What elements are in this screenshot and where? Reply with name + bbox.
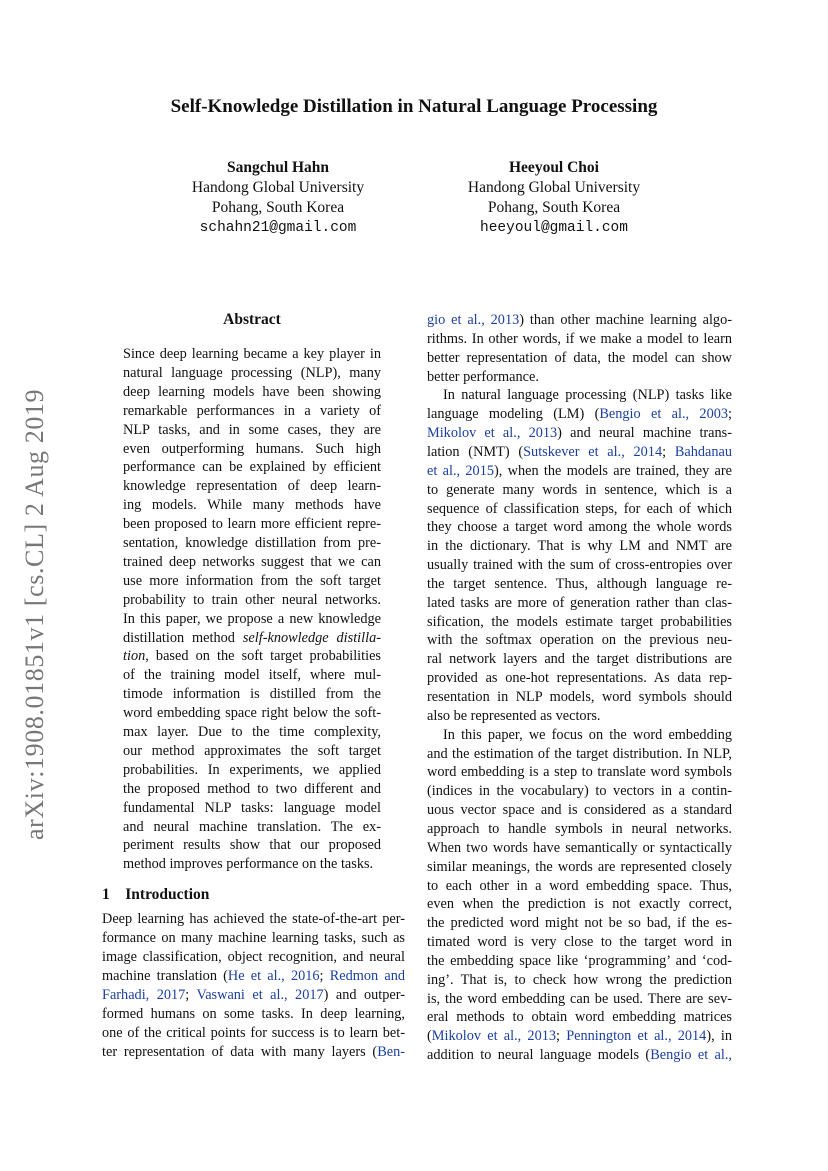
right-column-line: sification, the models estimate target probabilities <box>427 613 732 630</box>
right-column-line: in the dictionary. That is why LM and NMT are <box>427 538 732 555</box>
section-title: Introduction <box>125 886 210 903</box>
paper-title: Self-Knowledge Distillation in Natural Language Processing <box>170 96 658 117</box>
abstract-line: max layer. Due to the time complexity, <box>123 724 381 740</box>
abstract-line: timode information is distilled from the <box>123 686 381 703</box>
author-name: Heeyoul Choi <box>509 159 599 176</box>
abstract-line: Since deep learning became a key player in <box>123 346 381 362</box>
abstract-line: distillation method self-knowledge distilla- <box>123 629 381 646</box>
section-heading-introduction <box>102 886 209 904</box>
abstract-line: use more information from the soft target <box>123 572 381 589</box>
right-column-line: provided as one-hot representations. As data rep- <box>427 670 732 687</box>
right-column-line: lation (NMT) (Sutskever et al., 2014; Bahdanau <box>427 443 732 460</box>
right-column-line: When two words have semantically or syntactically <box>427 839 732 856</box>
intro-line: image classification, object recognition, and neural <box>102 949 405 965</box>
abstract-line: probabilities. In experiments, we applied <box>123 761 381 778</box>
right-column-line: better representation of data, the model can show <box>427 349 732 366</box>
right-column-line: the predicted word might not be so bad, if the es- <box>427 915 732 932</box>
author-block-1 <box>178 158 378 238</box>
author-name: Sangchul Hahn <box>226 159 330 176</box>
abstract-line: periment results show that our proposed <box>123 837 381 854</box>
right-column-line: ral network layers and the target distributions are <box>427 651 732 668</box>
right-column-line: the target sentence. Thus, although language re- <box>427 575 732 592</box>
author-location: Pohang, South Korea <box>211 199 345 216</box>
right-column-line: lated tasks are more of generation rather than clas- <box>427 594 732 611</box>
author-block-2 <box>454 158 654 238</box>
abstract-line: ing models. While many methods have <box>123 497 381 514</box>
abstract-line: In this paper, we propose a new knowledge <box>123 610 381 627</box>
abstract-line: deep learning models have been showing <box>123 383 381 400</box>
right-column-line: and the estimation of the target distribution. In NLP, <box>427 745 732 762</box>
author-affiliation: Handong Global University <box>191 179 365 196</box>
intro-line: Deep learning has achieved the state-of-the-art per- <box>102 911 405 927</box>
abstract-line: been proposed to learn more efficient repre- <box>123 516 381 533</box>
abstract-line: probability to train other neural networks. <box>123 591 381 608</box>
arxiv-stamp[interactable]: arXiv:1908.01851v1 [cs.CL] 2 Aug 2019 <box>20 388 49 840</box>
abstract-line: of the training model itself, where mul- <box>123 667 381 684</box>
right-column-line: rithms. In other words, if we make a model to learn <box>427 330 732 347</box>
right-column-line: similar meanings, the words are represented closely <box>427 858 732 875</box>
right-column-line: better performance. <box>427 368 539 385</box>
abstract-line: our method approximates the soft target <box>123 742 381 759</box>
abstract-line: knowledge representation of deep learn- <box>123 478 381 495</box>
right-column-line: (Mikolov et al., 2013; Pennington et al., 2014), in <box>427 1028 733 1045</box>
right-column-line: to each other in a word embedding space. Thus, <box>427 877 732 894</box>
abstract-line: the proposed method to two different and <box>123 780 381 797</box>
intro-line: one of the critical points for success is to learn bet- <box>102 1025 405 1041</box>
right-column-line: language modeling (LM) (Bengio et al., 2003; <box>427 406 733 423</box>
abstract-line: trained deep networks suggest that we can <box>123 553 381 570</box>
abstract-line: even outperforming humans. Such high <box>123 440 381 457</box>
author-email[interactable]: heeyoul@gmail.com <box>480 220 628 236</box>
intro-line: machine translation (He et al., 2016; Redmon and <box>102 968 405 984</box>
author-email[interactable]: schahn21@gmail.com <box>199 220 357 236</box>
section-number: 1 <box>102 886 110 903</box>
right-column-line: the embedding space like ‘programming’ and ‘cod- <box>427 952 732 969</box>
abstract-line: and neural machine translation. The ex- <box>123 818 381 835</box>
author-affiliation: Handong Global University <box>467 179 641 196</box>
abstract-line: performance can be explained by efficient <box>123 459 381 476</box>
right-column-line: et al., 2015), when the models are trained, they are <box>427 462 733 479</box>
right-column-line: ing’. That is, to check how wrong the prediction <box>427 971 732 988</box>
right-column-line: also be represented as vectors. <box>427 707 601 724</box>
right-column-line: resentation in NLP models, word symbols should <box>427 689 732 705</box>
intro-line: formed humans on some tasks. In deep learning, <box>102 1006 405 1022</box>
abstract-line: word embedding space right below the soft- <box>123 705 381 722</box>
abstract-line: natural language processing (NLP), many <box>123 364 381 381</box>
right-column-line: word embedding is a step to translate word symbols <box>427 764 732 781</box>
right-column-line: is, the word embedding can be used. There are sev- <box>427 990 732 1007</box>
right-column-line: addition to neural language models (Bengio et al., <box>427 1047 732 1064</box>
right-column-line: even when the prediction is not exactly correct, <box>427 896 732 913</box>
right-column-line: Mikolov et al., 2013) and neural machine trans- <box>427 425 732 442</box>
right-column-line: they choose a target word among the whole words <box>427 519 732 536</box>
right-column-line: gio et al., 2013) than other machine learning algo- <box>427 312 732 328</box>
abstract-line: remarkable performances in a variety of <box>123 402 381 419</box>
right-column-line: usually trained with the sum of cross-entropies over <box>427 557 732 574</box>
abstract-line: method improves performance on the tasks. <box>123 856 374 873</box>
right-column-line: with the softmax operation on the previous neu- <box>427 632 732 649</box>
right-column-line: In this paper, we focus on the word embedding <box>443 726 732 743</box>
right-column-line: eral methods to obtain word embedding matrices <box>427 1009 732 1026</box>
abstract-heading: Abstract <box>223 311 281 328</box>
abstract-line: sentation, knowledge distillation from pre- <box>123 535 381 551</box>
abstract-line: tion, based on the soft target probabilities <box>123 648 381 665</box>
intro-line: formance on many machine learning tasks, such as <box>102 930 405 946</box>
right-column-line: uous vector space and is considered as a standard <box>427 802 732 819</box>
right-column-line: to generate many words in sentence, which is a <box>427 481 732 498</box>
right-column-line: approach to handle symbols in neural networks. <box>427 820 732 837</box>
abstract-line: fundamental NLP tasks: language model <box>123 799 381 816</box>
right-column-line: In natural language processing (NLP) tasks like <box>443 387 732 404</box>
author-location: Pohang, South Korea <box>487 199 621 216</box>
right-column-line: (indices in the vocabulary) to vectors in a contin- <box>427 783 732 800</box>
intro-line: ter representation of data with many layers (Ben- <box>102 1044 405 1060</box>
right-column-line: sequence of classification steps, for each of which <box>427 500 732 517</box>
right-column-line: timated word is very close to the target word in <box>427 934 732 951</box>
abstract-line: NLP tasks, and in some cases, they are <box>123 421 381 438</box>
intro-line: Farhadi, 2017; Vaswani et al., 2017) and outper- <box>102 987 405 1003</box>
